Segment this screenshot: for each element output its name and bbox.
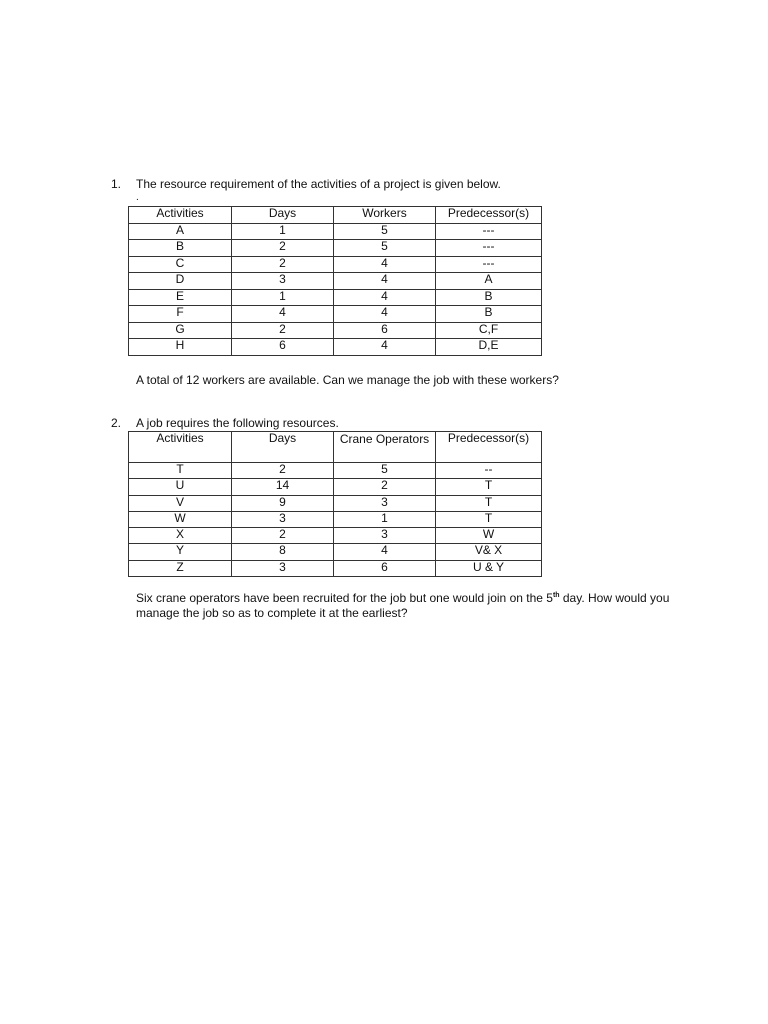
cell-predecessors: B xyxy=(436,289,542,306)
cell-days: 3 xyxy=(232,511,334,527)
cell-crane-operators: 3 xyxy=(334,528,436,544)
cell-predecessors: -- xyxy=(436,463,542,479)
table-row xyxy=(129,560,542,576)
resource-table-2 xyxy=(128,431,542,577)
cell-workers: 4 xyxy=(334,339,436,356)
cell-days: 3 xyxy=(232,560,334,576)
cell-predecessors: V& X xyxy=(436,544,542,560)
cell-predecessors: W xyxy=(436,528,542,544)
cell-days: 3 xyxy=(232,273,334,290)
cell-workers: 6 xyxy=(334,322,436,339)
cell-activity: V xyxy=(129,495,232,511)
table-row xyxy=(129,240,542,257)
cell-activity: E xyxy=(129,289,232,306)
header-days: Days xyxy=(232,432,334,463)
table-row xyxy=(129,339,542,356)
cell-workers: 4 xyxy=(334,289,436,306)
cell-crane-operators: 2 xyxy=(334,479,436,495)
question-1-number: 1. xyxy=(111,177,122,191)
question-2-text xyxy=(136,591,696,621)
cell-predecessors: A xyxy=(436,273,542,290)
table-header-row xyxy=(129,432,542,463)
cell-predecessors: --- xyxy=(436,240,542,257)
cell-predecessors: C,F xyxy=(436,322,542,339)
table-row xyxy=(129,511,542,527)
question-2-text-part2: day. How would you manage the job so as to complete it at the earliest? xyxy=(136,591,670,620)
cell-activity: Y xyxy=(129,544,232,560)
table-row xyxy=(129,528,542,544)
cell-predecessors: U & Y xyxy=(436,560,542,576)
cell-crane-operators: 3 xyxy=(334,495,436,511)
cell-days: 4 xyxy=(232,306,334,323)
table-row xyxy=(129,544,542,560)
cell-predecessors: T xyxy=(436,479,542,495)
header-crane-operators: Crane Operators xyxy=(334,432,436,463)
resource-table-1 xyxy=(128,206,542,356)
cell-days: 2 xyxy=(232,256,334,273)
cell-days: 6 xyxy=(232,339,334,356)
cell-activity: D xyxy=(129,273,232,290)
table-row xyxy=(129,322,542,339)
cell-activity: C xyxy=(129,256,232,273)
cell-activity: U xyxy=(129,479,232,495)
cell-workers: 4 xyxy=(334,273,436,290)
table-row xyxy=(129,273,542,290)
cell-days: 8 xyxy=(232,544,334,560)
cell-activity: X xyxy=(129,528,232,544)
cell-days: 2 xyxy=(232,528,334,544)
stray-mark: . xyxy=(136,192,139,203)
cell-workers: 5 xyxy=(334,223,436,240)
table-row xyxy=(129,289,542,306)
cell-activity: A xyxy=(129,223,232,240)
question-2-prompt: A job requires the following resources. xyxy=(136,416,339,430)
cell-workers: 4 xyxy=(334,306,436,323)
header-activities: Activities xyxy=(129,432,232,463)
header-days: Days xyxy=(232,207,334,224)
cell-activity: F xyxy=(129,306,232,323)
cell-crane-operators: 1 xyxy=(334,511,436,527)
cell-workers: 4 xyxy=(334,256,436,273)
cell-crane-operators: 4 xyxy=(334,544,436,560)
cell-activity: B xyxy=(129,240,232,257)
cell-activity: W xyxy=(129,511,232,527)
cell-days: 1 xyxy=(232,289,334,306)
header-predecessors: Predecessor(s) xyxy=(436,207,542,224)
question-2-number: 2. xyxy=(111,416,122,430)
header-activities: Activities xyxy=(129,207,232,224)
cell-predecessors: T xyxy=(436,511,542,527)
table-row xyxy=(129,479,542,495)
cell-predecessors: --- xyxy=(436,256,542,273)
cell-activity: T xyxy=(129,463,232,479)
cell-crane-operators: 6 xyxy=(334,560,436,576)
cell-days: 2 xyxy=(232,240,334,257)
table-row xyxy=(129,223,542,240)
cell-predecessors: --- xyxy=(436,223,542,240)
table-row xyxy=(129,495,542,511)
question-2-text-part1: Six crane operators have been recruited for the job but one would join on the 5 xyxy=(136,591,553,605)
cell-days: 14 xyxy=(232,479,334,495)
header-predecessors: Predecessor(s) xyxy=(436,432,542,463)
cell-workers: 5 xyxy=(334,240,436,257)
table-header-row xyxy=(129,207,542,224)
cell-activity: Z xyxy=(129,560,232,576)
cell-predecessors: D,E xyxy=(436,339,542,356)
header-workers: Workers xyxy=(334,207,436,224)
ordinal-suffix: th xyxy=(552,592,560,599)
cell-days: 9 xyxy=(232,495,334,511)
question-1-text: A total of 12 workers are available. Can we manage the job with these workers? xyxy=(136,373,559,387)
cell-days: 1 xyxy=(232,223,334,240)
cell-activity: H xyxy=(129,339,232,356)
cell-crane-operators: 5 xyxy=(334,463,436,479)
table-row xyxy=(129,256,542,273)
cell-predecessors: B xyxy=(436,306,542,323)
cell-days: 2 xyxy=(232,463,334,479)
question-1-prompt: The resource requirement of the activities of a project is given below. xyxy=(136,177,501,191)
table-row xyxy=(129,306,542,323)
table-row xyxy=(129,463,542,479)
cell-activity: G xyxy=(129,322,232,339)
cell-predecessors: T xyxy=(436,495,542,511)
cell-days: 2 xyxy=(232,322,334,339)
